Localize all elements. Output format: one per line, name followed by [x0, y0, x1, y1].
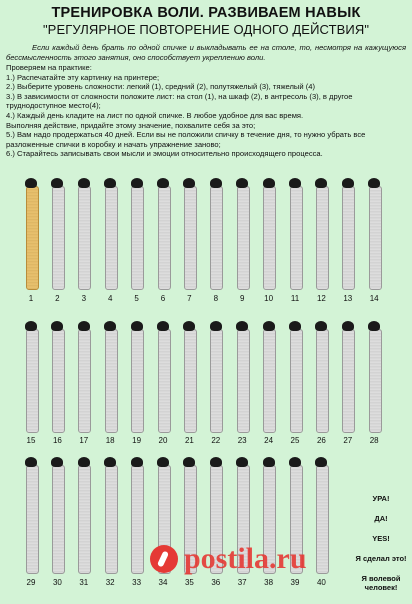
- match-head: [210, 321, 222, 331]
- match-number: 8: [213, 294, 219, 303]
- match-14: [365, 178, 383, 290]
- intro-paragraph: Если каждый день брать по одной спичке и выкладывать ее на столе, то, несмотря на кажущуюся бессмысленность этого занятия, оно способствует укреплению воли.: [6, 43, 406, 62]
- match-19: [128, 321, 146, 433]
- match-stick: [52, 465, 65, 574]
- match-11: [286, 178, 304, 290]
- match-20: [154, 321, 172, 433]
- match-number: 32: [105, 578, 115, 587]
- match-number: 15: [26, 436, 36, 445]
- match-head: [51, 178, 63, 188]
- match-head: [210, 457, 222, 467]
- match-head: [315, 457, 327, 467]
- match-stick: [316, 186, 329, 290]
- match-head: [342, 321, 354, 331]
- match-17: [75, 321, 93, 433]
- match-stick: [26, 186, 39, 290]
- poster-title: ТРЕНИРОВКА ВОЛИ. РАЗВИВАЕМ НАВЫК: [51, 5, 361, 21]
- match-number: 29: [26, 578, 36, 587]
- step-2: 2.) Выберите уровень сложности: легкий (1), средний (2), полутяжелый (3), тяжелый (4): [6, 82, 316, 92]
- match-7: [180, 178, 198, 290]
- match-head: [236, 321, 248, 331]
- instructions-heading: Проверяем на практике:: [6, 63, 92, 72]
- match-stick: [369, 329, 382, 433]
- match-stick: [342, 186, 355, 290]
- match-18: [101, 321, 119, 433]
- match-number: 31: [79, 578, 89, 587]
- match-stick: [78, 329, 91, 433]
- match-stick: [210, 186, 223, 290]
- match-25: [286, 321, 304, 433]
- match-stick: [263, 329, 276, 433]
- match-stick: [316, 465, 329, 574]
- match-number: 4: [107, 294, 113, 303]
- match-stick: [369, 186, 382, 290]
- cheer-did-it: Я сделал это!: [355, 554, 407, 563]
- match-16: [48, 321, 66, 433]
- match-head: [183, 178, 195, 188]
- match-number: 28: [369, 436, 379, 445]
- match-stick: [105, 186, 118, 290]
- match-stick: [105, 329, 118, 433]
- match-number: 16: [52, 436, 62, 445]
- pen-logo-icon: [150, 545, 178, 573]
- match-33: [128, 457, 146, 574]
- match-12: [312, 178, 330, 290]
- match-head: [315, 321, 327, 331]
- match-head: [263, 321, 275, 331]
- match-stick: [316, 329, 329, 433]
- match-number: 5: [134, 294, 139, 303]
- match-head: [78, 321, 90, 331]
- match-22: [207, 321, 225, 433]
- match-1: [22, 178, 40, 290]
- match-head: [236, 457, 248, 467]
- match-head: [131, 321, 143, 331]
- step-3: 3.) В зависимости от сложности положите лист: на стол (1), на шкаф (2), в антресоль (3), в другое труднодоступное место(4);: [6, 91, 353, 111]
- match-stick: [290, 329, 303, 433]
- match-head: [51, 457, 63, 467]
- match-head: [315, 178, 327, 188]
- match-21: [180, 321, 198, 433]
- match-number: 20: [158, 436, 168, 445]
- match-stick: [290, 186, 303, 290]
- match-stick: [78, 186, 91, 290]
- match-head: [157, 321, 169, 331]
- match-stick: [158, 329, 171, 433]
- match-9: [233, 178, 251, 290]
- match-number: 2: [55, 294, 60, 303]
- match-number: 18: [105, 436, 115, 445]
- match-6: [154, 178, 172, 290]
- cheer-hooray: УРА!: [372, 494, 390, 503]
- step-6: 6.) Старайтесь записывать свои мысли и эмоции относительно происходящего процесса.: [6, 149, 323, 159]
- match-number: 13: [343, 294, 353, 303]
- match-number: 39: [290, 578, 300, 587]
- match-number: 21: [184, 436, 194, 445]
- match-31: [75, 457, 93, 574]
- match-28: [365, 321, 383, 433]
- match-stick: [237, 329, 250, 433]
- match-29: [22, 457, 40, 574]
- match-number: 11: [290, 294, 300, 303]
- match-stick: [26, 329, 39, 433]
- match-stick: [131, 465, 144, 574]
- step-1: 1.) Распечатайте эту картинку на принтере;: [6, 72, 160, 82]
- match-stick: [52, 186, 65, 290]
- match-number: 7: [187, 294, 192, 303]
- match-head: [104, 178, 116, 188]
- match-stick: [131, 186, 144, 290]
- step-5: 5.) Вам надо продержаться 40 дней. Если вы не положили спичку в течение дня, то нужно убрать все разложенные спички в коробку и начать упражнение заново;: [6, 130, 366, 149]
- match-head: [51, 321, 63, 331]
- cheer-strong-will: Я волевой человек!: [361, 574, 401, 592]
- match-10: [260, 178, 278, 290]
- match-5: [128, 178, 146, 290]
- poster-subtitle: "РЕГУЛЯРНОЕ ПОВТОРЕНИЕ ОДНОГО ДЕЙСТВИЯ": [42, 22, 370, 37]
- match-8: [207, 178, 225, 290]
- match-head: [157, 178, 169, 188]
- match-26: [312, 321, 330, 433]
- match-head: [289, 457, 301, 467]
- match-number: 1: [28, 294, 34, 303]
- match-30: [48, 457, 66, 574]
- match-stick: [158, 186, 171, 290]
- match-head: [131, 457, 143, 467]
- step-4-note: Выполняя действие, придайте этому значение, похвалите себя за это;: [6, 120, 256, 130]
- match-stick: [210, 329, 223, 433]
- match-head: [131, 178, 143, 188]
- match-number: 40: [316, 578, 326, 587]
- match-stick: [184, 329, 197, 433]
- match-13: [339, 178, 357, 290]
- match-number: 30: [52, 578, 62, 587]
- watermark: [150, 542, 307, 576]
- match-number: 38: [264, 578, 274, 587]
- match-head: [183, 321, 195, 331]
- match-stick: [342, 329, 355, 433]
- match-number: 17: [79, 436, 89, 445]
- match-head: [342, 178, 354, 188]
- match-stick: [131, 329, 144, 433]
- match-head: [78, 457, 90, 467]
- match-stick: [52, 329, 65, 433]
- match-head: [25, 321, 37, 331]
- match-27: [339, 321, 357, 433]
- match-number: 22: [211, 436, 221, 445]
- match-stick: [263, 186, 276, 290]
- match-head: [25, 457, 37, 467]
- match-number: 3: [81, 294, 87, 303]
- match-head: [78, 178, 90, 188]
- match-head: [289, 321, 301, 331]
- match-head: [104, 321, 116, 331]
- match-stick: [237, 186, 250, 290]
- match-15: [22, 321, 40, 433]
- match-number: 10: [264, 294, 274, 303]
- match-head: [25, 178, 37, 188]
- match-head: [236, 178, 248, 188]
- match-number: 6: [160, 294, 166, 303]
- match-stick: [105, 465, 118, 574]
- match-head: [368, 178, 380, 188]
- match-number: 35: [184, 578, 194, 587]
- match-head: [263, 457, 275, 467]
- watermark-text: postila.ru: [184, 542, 307, 575]
- match-stick: [184, 186, 197, 290]
- match-number: 37: [237, 578, 247, 587]
- match-3: [75, 178, 93, 290]
- match-stick: [26, 465, 39, 574]
- match-number: 27: [343, 436, 353, 445]
- match-head: [183, 457, 195, 467]
- cheer-yes-en: YES!: [372, 534, 390, 543]
- match-number: 33: [132, 578, 142, 587]
- match-head: [104, 457, 116, 467]
- match-head: [210, 178, 222, 188]
- match-number: 25: [290, 436, 300, 445]
- match-number: 34: [158, 578, 168, 587]
- match-4: [101, 178, 119, 290]
- match-stick: [78, 465, 91, 574]
- match-number: 9: [239, 294, 245, 303]
- match-head: [368, 321, 380, 331]
- step-4: 4.) Каждый день кладите на лист по одной спичке. В любое удобное для вас время.: [6, 110, 304, 120]
- match-number: 14: [369, 294, 379, 303]
- match-head: [263, 178, 275, 188]
- match-number: 19: [132, 436, 142, 445]
- match-24: [260, 321, 278, 433]
- cheer-column: [352, 494, 410, 603]
- match-number: 26: [316, 436, 326, 445]
- match-number: 36: [211, 578, 221, 587]
- match-number: 24: [264, 436, 274, 445]
- match-23: [233, 321, 251, 433]
- match-number: 12: [316, 294, 326, 303]
- match-head: [289, 178, 301, 188]
- match-40: [312, 457, 330, 574]
- match-2: [48, 178, 66, 290]
- match-head: [157, 457, 169, 467]
- match-number: 23: [237, 436, 247, 445]
- cheer-yes-ru: ДА!: [374, 514, 388, 523]
- match-32: [101, 457, 119, 574]
